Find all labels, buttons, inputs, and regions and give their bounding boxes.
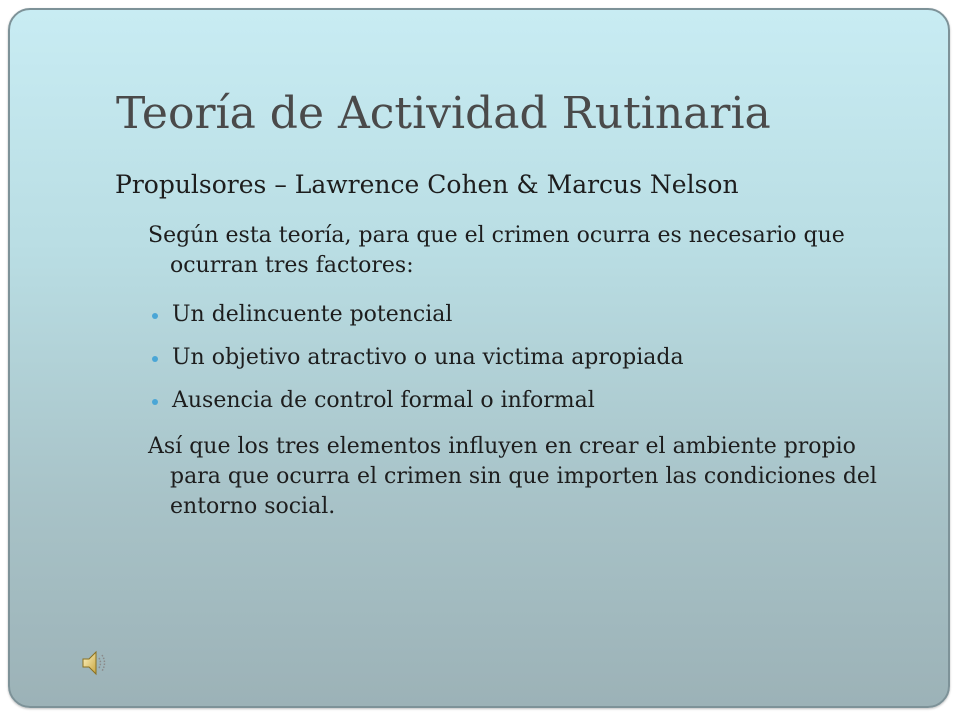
slide-title: Teoría de Actividad Rutinaria bbox=[116, 88, 771, 139]
bullet-icon bbox=[152, 313, 158, 319]
list-item bbox=[148, 300, 684, 343]
slide bbox=[8, 8, 950, 708]
factor-list bbox=[148, 300, 684, 429]
list-item bbox=[148, 343, 684, 386]
slide-subtitle: Propulsores – Lawrence Cohen & Marcus Nelson bbox=[115, 170, 739, 199]
list-item-label: Un delincuente potencial bbox=[172, 302, 453, 327]
bullet-icon bbox=[152, 399, 158, 405]
bullet-icon bbox=[152, 356, 158, 362]
intro-paragraph: Según esta teoría, para que el crimen ocurra es necesario que ocurran tres factores: bbox=[148, 223, 845, 278]
speaker-icon[interactable] bbox=[80, 648, 110, 678]
conclusion-paragraph: Así que los tres elementos influyen en crear el ambiente propio para que ocurra el crimen sin que importen las condiciones del entorno social. bbox=[148, 434, 877, 519]
list-item-label: Ausencia de control formal o informal bbox=[172, 388, 595, 413]
list-item bbox=[148, 386, 684, 429]
list-item-label: Un objetivo atractivo o una victima apropiada bbox=[172, 345, 684, 370]
